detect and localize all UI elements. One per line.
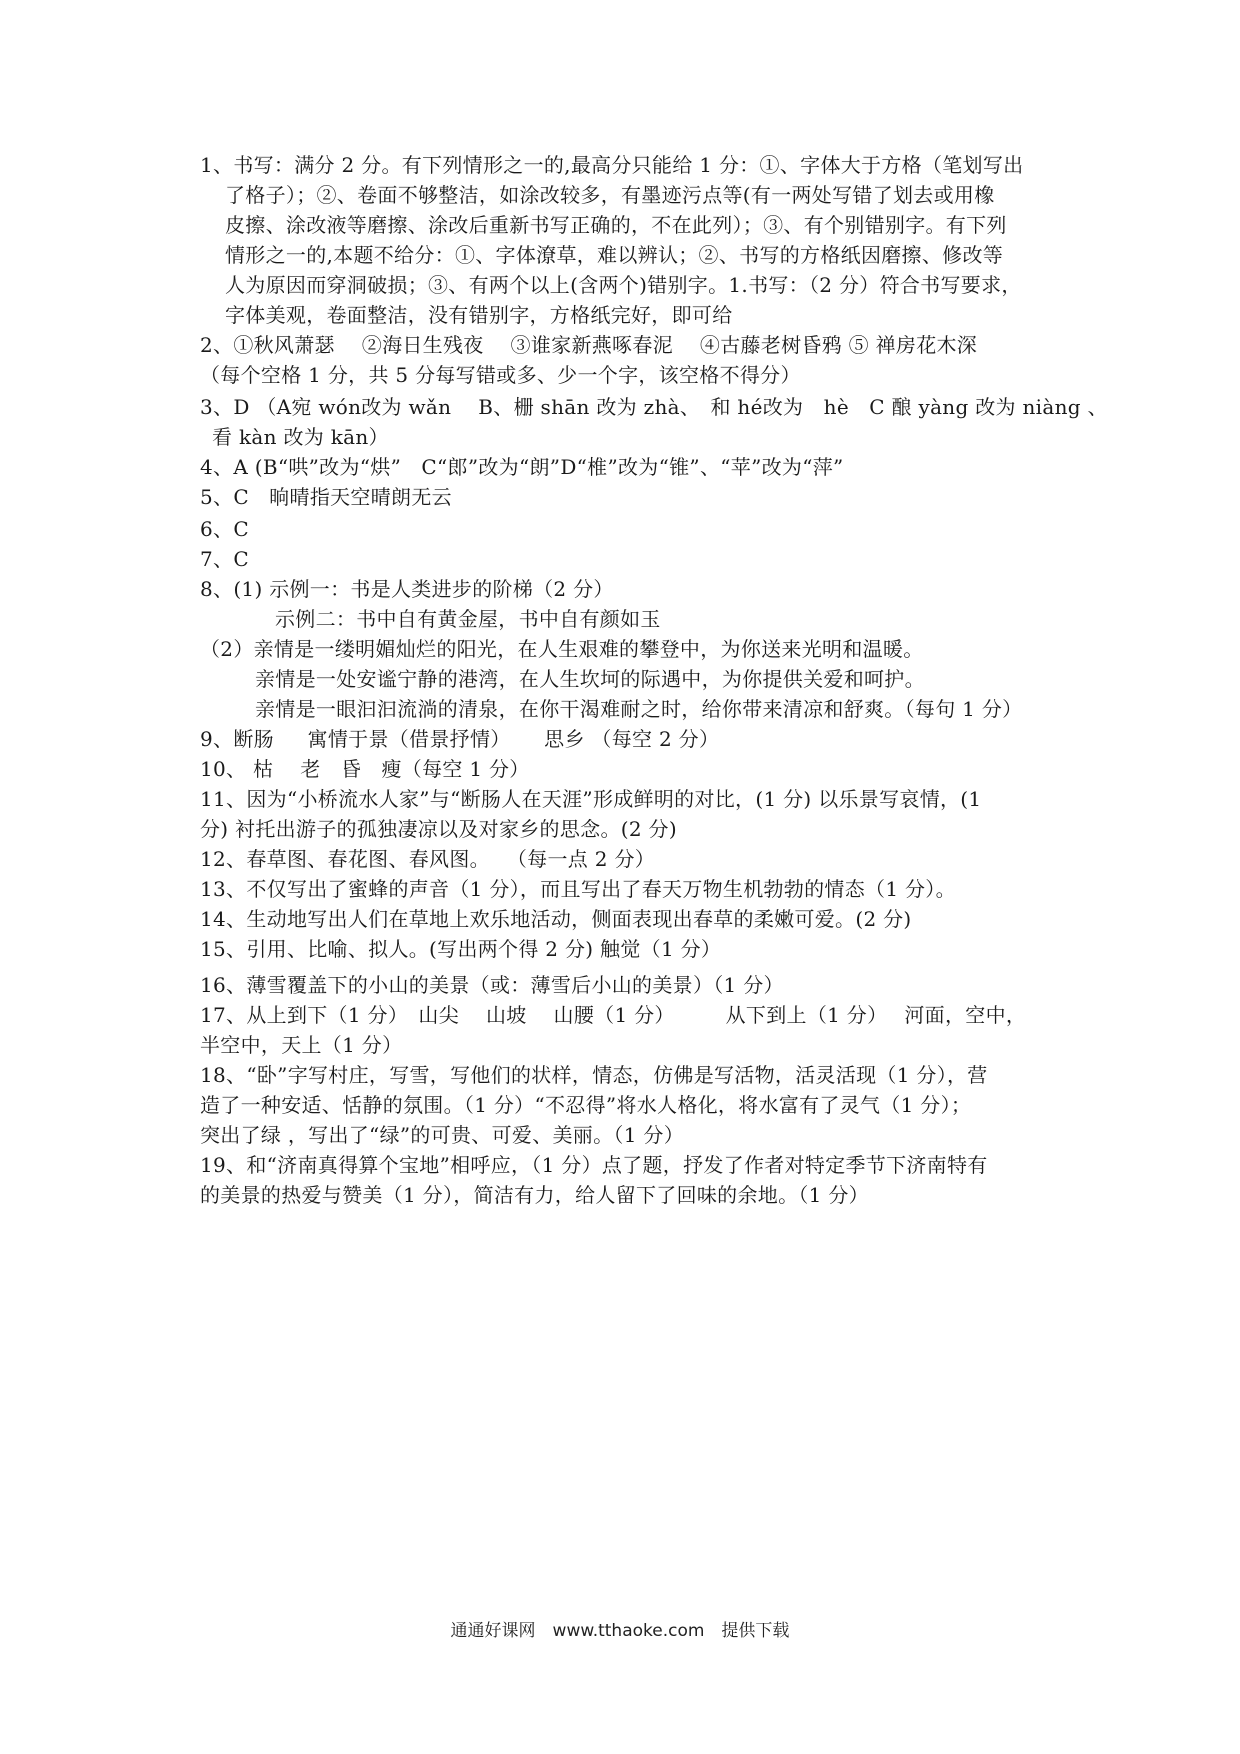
answer-14: 14、生动地写出人们在草地上欢乐地活动，侧面表现出春草的柔嫩可爱。(2 分) — [200, 907, 912, 931]
answer-1-line-1: 1、书写：满分 2 分。有下列情形之一的,最高分只能给 1 分：①、字体大于方格（笔划写出 — [200, 153, 1024, 177]
answer-8-line-4: 亲情是一处安谧宁静的港湾，在人生坎坷的际遇中，为你提供关爱和呵护。 — [255, 667, 925, 691]
answer-3-line-1: 3、D （A宛 wón改为 wǎn B、栅 shān 改为 zhà、 和 hé改为 hè C 酿 yàng 改为 niàng 、 — [200, 395, 1108, 419]
answer-11-line-1: 11、因为“小桥流水人家”与“断肠人在天涯”形成鲜明的对比，(1 分) 以乐景写哀情，(1 — [200, 787, 982, 811]
page-footer: 通通好课网 www.tthaoke.com 提供下载 — [450, 1621, 790, 1641]
answer-1-line-5: 人为原因而穿洞破损；③、有两个以上(含两个)错别字。1.书写：（2 分）符合书写要求， — [225, 273, 1022, 297]
answer-18-line-3: 突出了绿 ，写出了“绿”的可贵、可爱、美丽。（1 分） — [200, 1123, 684, 1147]
answer-3-line-2: 看 kàn 改为 kān） — [212, 425, 389, 449]
answer-2-line-1: 2、①秋风萧瑟 ②海日生残夜 ③谁家新燕啄春泥 ④古藤老树昏鸦 ⑤ 禅房花木深 — [200, 333, 978, 357]
answer-2-line-2: （每个空格 1 分，共 5 分每写错或多、少一个字，该空格不得分） — [200, 363, 801, 387]
answer-8-line-2: 示例二：书中自有黄金屋，书中自有颜如玉 — [275, 607, 661, 631]
answer-10: 10、 枯 老 昏 瘦（每空 1 分） — [200, 757, 530, 781]
answer-8-line-1: 8、(1) 示例一：书是人类进步的阶梯（2 分） — [200, 577, 614, 601]
answer-1-line-2: 了格子）；②、卷面不够整洁，如涂改较多，有墨迹污点等(有一两处写错了划去或用橡 — [225, 183, 995, 207]
answer-17-line-1: 17、从上到下（1 分） 山尖 山坡 山腰（1 分） 从下到上（1 分） 河面，空中， — [200, 1003, 1027, 1027]
answer-5: 5、C 晌晴指天空晴朗无云 — [200, 485, 452, 509]
answer-19-line-1: 19、和“济南真得算个宝地”相呼应，（1 分）点了题，抒发了作者对特定季节下济南特有 — [200, 1153, 988, 1177]
answer-1-line-4: 情形之一的,本题不给分：①、字体潦草，难以辨认；②、书写的方格纸因磨擦、修改等 — [225, 243, 1004, 267]
answer-4: 4、A (B“哄”改为“烘” C“郎”改为“朗”D“椎”改为“锥”、“苹”改为“萍” — [200, 455, 844, 479]
answer-6: 6、C — [200, 517, 249, 541]
answer-1-line-3: 皮擦、涂改液等磨擦、涂改后重新书写正确的，不在此列）；③、有个别错别字。有下列 — [225, 213, 1007, 237]
answer-7: 7、C — [200, 547, 249, 571]
answer-19-line-2: 的美景的热爱与赞美（1 分），简洁有力，给人留下了回味的余地。（1 分） — [200, 1183, 869, 1207]
answer-17-line-2: 半空中，天上（1 分） — [200, 1033, 403, 1057]
answer-15: 15、引用、比喻、拟人。(写出两个得 2 分) 触觉（1 分） — [200, 937, 722, 961]
answer-13: 13、不仅写出了蜜蜂的声音（1 分），而且写出了春天万物生机勃勃的情态（1 分）。 — [200, 877, 956, 901]
answer-9: 9、断肠 寓情于景（借景抒情） 思乡 （每空 2 分） — [200, 727, 720, 751]
answer-8-line-5: 亲情是一眼汩汩流淌的清泉，在你干渴难耐之时，给你带来清凉和舒爽。（每句 1 分） — [255, 697, 1023, 721]
answer-11-line-2: 分) 衬托出游子的孤独凄凉以及对家乡的思念。(2 分) — [200, 817, 677, 841]
answer-18-line-2: 造了一种安适、恬静的氛围。（1 分）“不忍得”将水人格化，将水富有了灵气（1 分）； — [200, 1093, 972, 1117]
answer-12: 12、春草图、春花图、春风图。 （每一点 2 分） — [200, 847, 656, 871]
answer-18-line-1: 18、“卧”字写村庄，写雪，写他们的状样，情态，仿佛是写活物，活灵活现（1 分），营 — [200, 1063, 988, 1087]
answer-8-line-3: （2）亲情是一缕明媚灿烂的阳光，在人生艰难的攀登中，为你送来光明和温暖。 — [200, 637, 924, 661]
answer-16: 16、薄雪覆盖下的小山的美景（或：薄雪后小山的美景）（1 分） — [200, 973, 784, 997]
answer-1-line-6: 字体美观，卷面整洁，没有错别字，方格纸完好，即可给 — [225, 303, 733, 327]
